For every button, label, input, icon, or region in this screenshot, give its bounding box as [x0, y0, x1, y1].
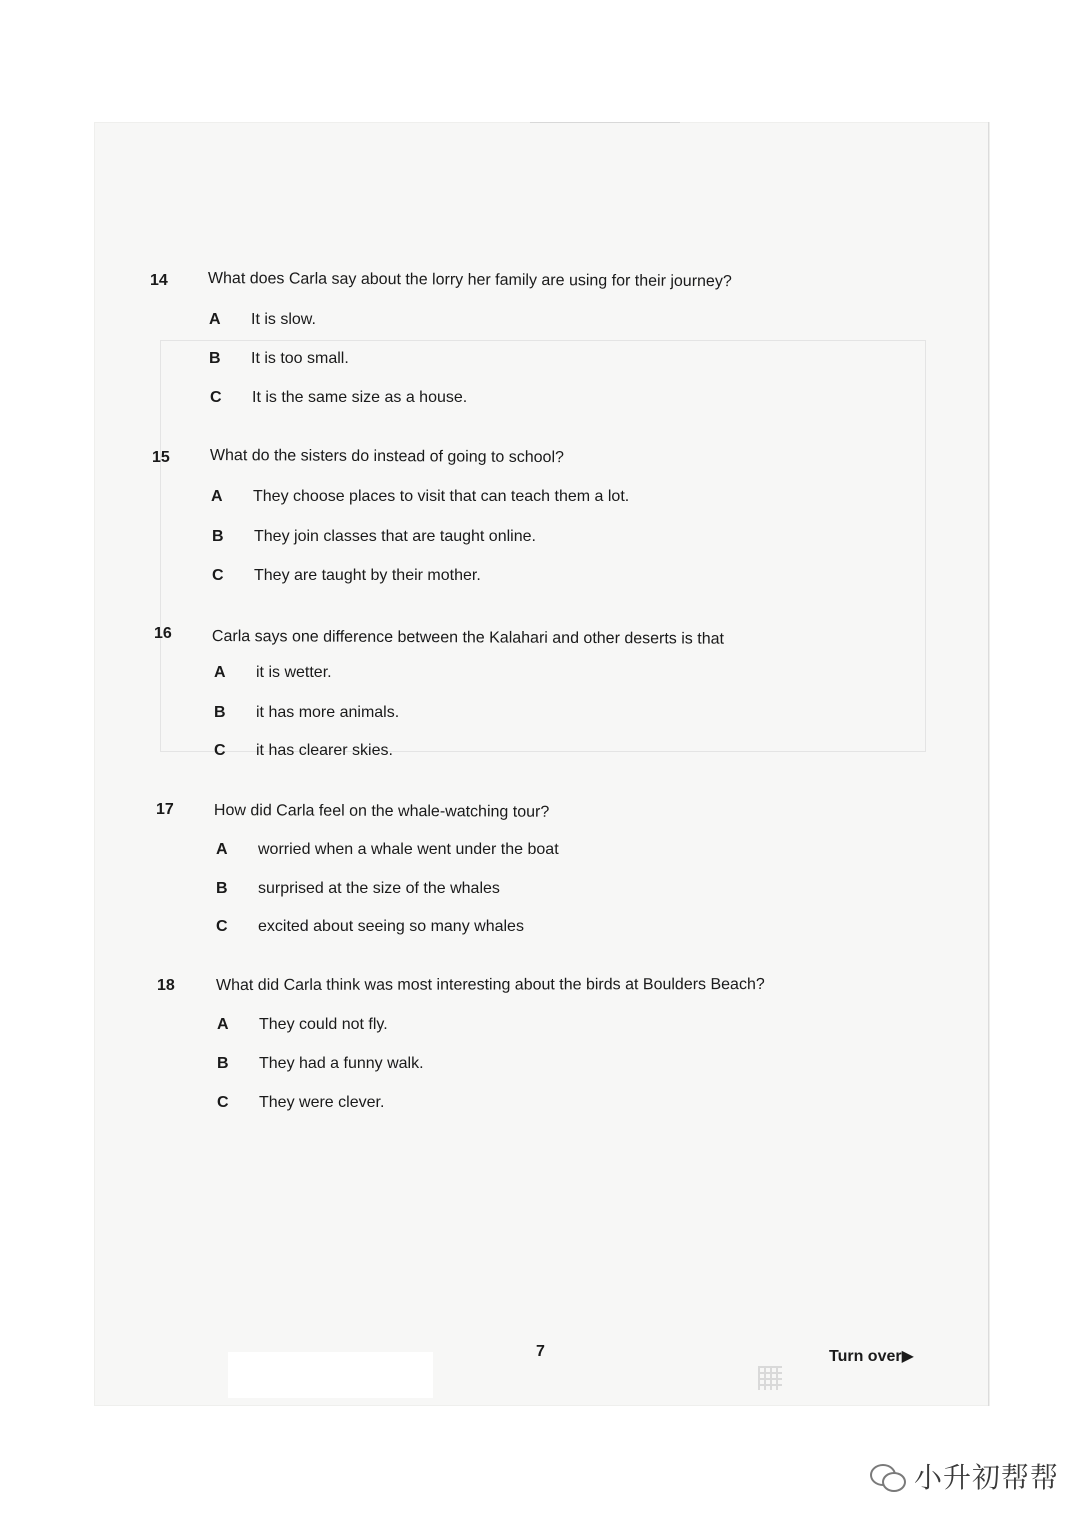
option-letter: B	[209, 350, 221, 367]
question-text: How did Carla feel on the whale-watching tour?	[213, 802, 550, 821]
question-text: What does Carla say about the lorry her family are using for their journey?	[207, 270, 732, 291]
turn-over-label: Turn over▶	[829, 1348, 914, 1365]
option-letter: C	[210, 389, 222, 406]
question-text: Carla says one difference between the Kalahari and other deserts is that	[211, 628, 725, 648]
option-letter: C	[216, 918, 228, 935]
question-number: 16	[154, 625, 172, 642]
option-text: worried when a whale went under the boat	[258, 841, 559, 858]
option-letter: C	[217, 1094, 229, 1111]
option-letter: C	[212, 567, 224, 584]
watermark-text: 小升初帮帮	[914, 1462, 1060, 1493]
option-text: They choose places to visit that can teach them a lot.	[253, 488, 630, 505]
question-number: 17	[156, 801, 174, 818]
blank-patch	[228, 1352, 433, 1398]
page-edge-right	[988, 122, 989, 1406]
qr-code-icon	[758, 1366, 782, 1390]
question-number: 14	[150, 272, 168, 289]
question-number: 18	[157, 977, 175, 994]
option-text: They had a funny walk.	[259, 1055, 424, 1072]
option-letter: A	[209, 311, 221, 328]
option-letter: B	[212, 528, 224, 545]
option-text: They are taught by their mother.	[254, 567, 481, 584]
wechat-icon	[868, 1460, 906, 1492]
question-text: What do the sisters do instead of going to school?	[209, 447, 564, 467]
option-text: surprised at the size of the whales	[258, 880, 500, 897]
option-letter: B	[217, 1055, 229, 1072]
watermark	[868, 1456, 1059, 1496]
option-text: it has clearer skies.	[256, 742, 393, 759]
option-text: They could not fly.	[259, 1016, 388, 1033]
option-text: It is slow.	[251, 311, 316, 328]
page-edge-top	[530, 122, 680, 123]
option-letter: C	[214, 742, 226, 759]
option-text: it is wetter.	[256, 664, 332, 681]
question-number: 15	[152, 449, 170, 466]
option-text: It is the same size as a house.	[252, 389, 468, 406]
option-text: They were clever.	[259, 1094, 385, 1111]
option-letter: A	[211, 488, 223, 505]
question-text: What did Carla think was most interesting about the birds at Boulders Beach?	[216, 976, 765, 994]
option-letter: B	[216, 880, 228, 897]
option-text: It is too small.	[251, 350, 349, 367]
page-number: 7	[536, 1343, 545, 1360]
option-letter: A	[216, 841, 228, 858]
option-letter: B	[214, 704, 226, 721]
option-letter: A	[214, 664, 226, 681]
option-text: it has more animals.	[256, 704, 400, 721]
option-letter: A	[217, 1016, 229, 1033]
option-text: They join classes that are taught online.	[254, 528, 536, 545]
exam-page	[94, 122, 990, 1406]
option-text: excited about seeing so many whales	[258, 918, 524, 935]
